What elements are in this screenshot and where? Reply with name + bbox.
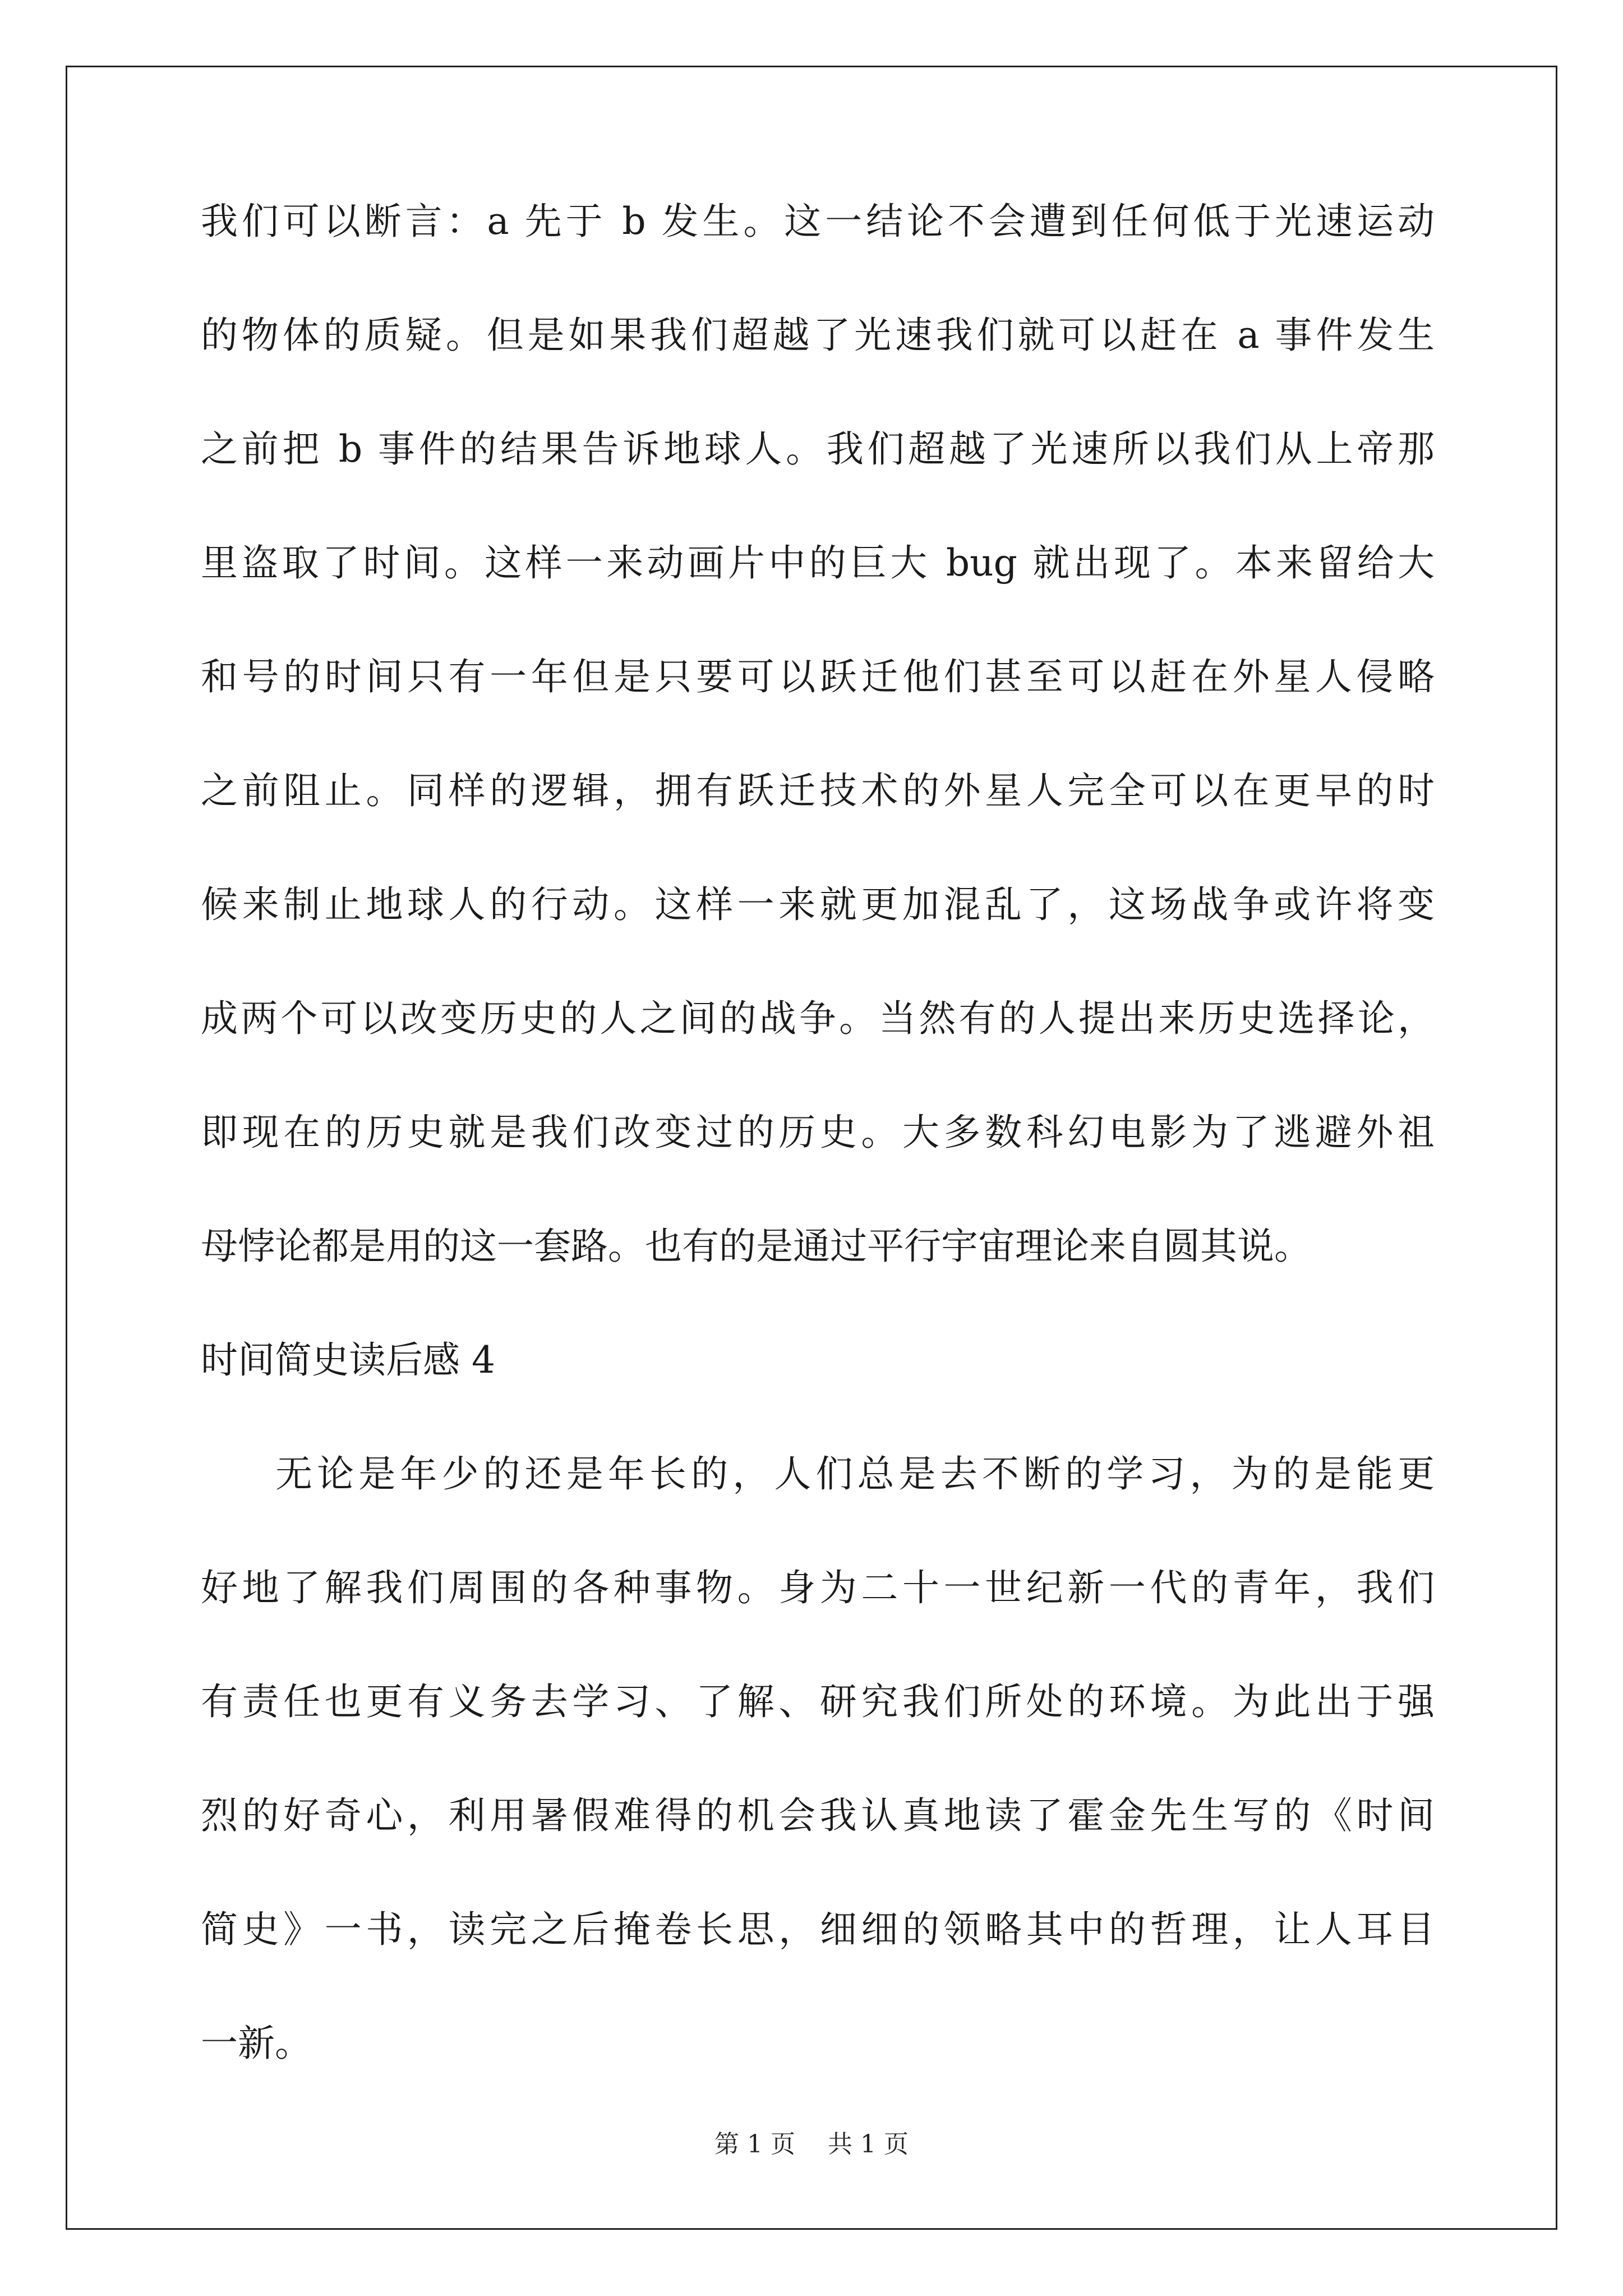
text-line: 好地了解我们周围的各种事物。身为二十一世纪新一代的青年，我们	[201, 1566, 1435, 1609]
document-body	[201, 196, 1435, 2132]
text-line: 和号的时间只有一年但是只要可以跃迁他们甚至可以赶在外星人侵略	[201, 655, 1435, 698]
text-line: 之前把 b 事件的结果告诉地球人。我们超越了光速所以我们从上帝那	[201, 427, 1435, 471]
text-line: 里盗取了时间。这样一来动画片中的巨大 bug 就出现了。本来留给大	[201, 541, 1435, 585]
text-line: 的物体的质疑。但是如果我们超越了光速我们就可以赶在 a 事件发生	[201, 314, 1435, 357]
text-line: 母悖论都是用的这一套路。也有的是通过平行宇宙理论来自圆其说。	[201, 1225, 1311, 1268]
text-line: 烈的好奇心，利用暑假难得的机会我认真地读了霍金先生写的《时间	[201, 1794, 1435, 1837]
page-footer	[0, 2129, 1623, 2160]
text-line: 之前阻止。同样的逻辑，拥有跃迁技术的外星人完全可以在更早的时	[201, 769, 1435, 812]
text-line: 成两个可以改变历史的人之间的战争。当然有的人提出来历史选择论，	[201, 997, 1435, 1040]
section-heading: 时间简史读后感 4	[201, 1338, 495, 1382]
text-line: 无论是年少的还是年长的，人们总是去不断的学习，为的是能更	[275, 1452, 1435, 1496]
text-line: 一新。	[201, 2022, 312, 2065]
text-line: 简史》一书，读完之后掩卷长思，细细的领略其中的哲理，让人耳目	[201, 1908, 1435, 1951]
text-line: 我们可以断言：a 先于 b 发生。这一结论不会遭到任何低于光速运动	[201, 200, 1435, 243]
text-line: 即现在的历史就是我们改变过的历史。大多数科幻电影为了逃避外祖	[201, 1111, 1435, 1154]
page-total: 共 1 页	[828, 2130, 909, 2159]
text-line: 候来制止地球人的行动。这样一来就更加混乱了，这场战争或许将变	[201, 883, 1435, 926]
page-number: 第 1 页	[714, 2130, 795, 2159]
text-line: 有责任也更有义务去学习、了解、研究我们所处的环境。为此出于强	[201, 1680, 1435, 1723]
